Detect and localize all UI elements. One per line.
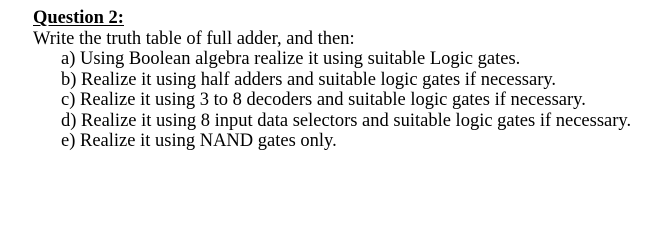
question-intro: Write the truth table of full adder, and then: xyxy=(33,28,355,49)
question-part-b: b) Realize it using half adders and suitable logic gates if necessary. xyxy=(61,69,557,90)
question-parts-list xyxy=(33,49,648,152)
question-part-d: d) Realize it using 8 input data selectors and suitable logic gates if necessary. xyxy=(61,110,632,131)
question-title: Question 2: xyxy=(33,8,124,28)
question-part-e: e) Realize it using NAND gates only. xyxy=(61,131,337,151)
question-part-c: c) Realize it using 3 to 8 decoders and suitable logic gates if necessary. xyxy=(61,90,586,110)
question-part-a: a) Using Boolean algebra realize it using suitable Logic gates. xyxy=(61,49,521,69)
question-block xyxy=(33,8,648,152)
